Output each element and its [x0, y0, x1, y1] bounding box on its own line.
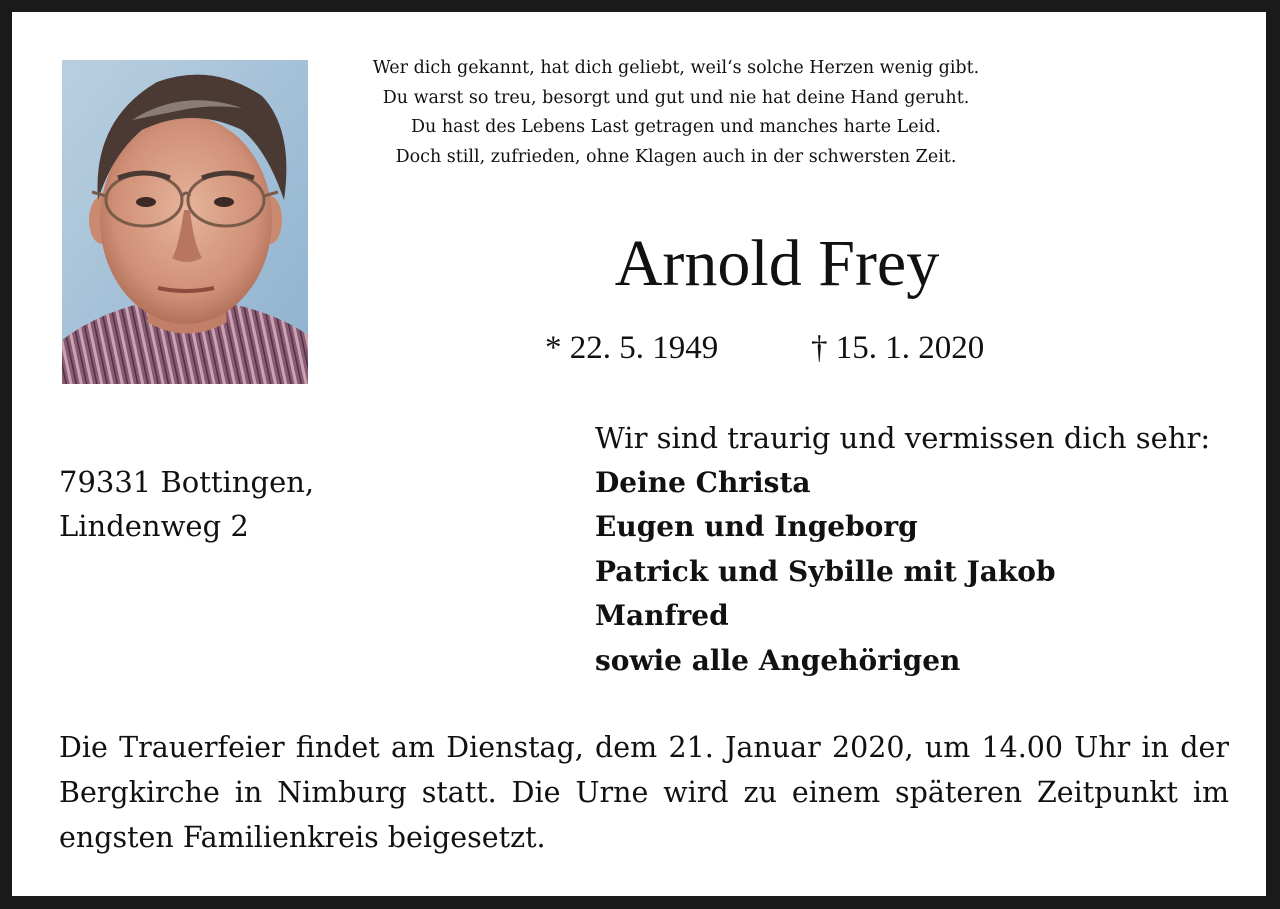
- mourner-name: sowie alle Angehörigen: [595, 643, 961, 677]
- mourners-block: [595, 416, 1210, 683]
- address-block: [59, 460, 314, 548]
- birth-date: * 22. 5. 1949: [545, 330, 719, 366]
- funeral-line: Die Trauerfeier findet am Dienstag, dem 21. Januar 2020, um 14.00 Uhr in der: [59, 731, 1229, 764]
- death-date: † 15. 1. 2020: [811, 330, 985, 366]
- poem-line: Du hast des Lebens Last getragen und manches harte Leid.: [411, 117, 941, 137]
- funeral-line: Bergkirche in Nimburg statt. Die Urne wird zu einem späteren Zeitpunkt im: [59, 776, 1229, 809]
- portrait-photo: [62, 60, 308, 384]
- address-line: 79331 Bottingen,: [59, 465, 315, 499]
- obituary-card: [12, 12, 1266, 896]
- poem-line: Wer dich gekannt, hat dich geliebt, weil‘s solche Herzen wenig gibt.: [372, 58, 980, 78]
- mourner-name: Deine Christa: [595, 465, 811, 499]
- memorial-poem: [312, 54, 1040, 172]
- funeral-line: engsten Familienkreis beigesetzt.: [59, 821, 546, 854]
- mourner-name: Patrick und Sybille mit Jakob: [595, 554, 1056, 588]
- poem-line: Du warst so treu, besorgt und gut und nie hat deine Hand geruht.: [382, 87, 970, 108]
- deceased-name: Arnold Frey: [614, 227, 940, 300]
- mourner-name: Eugen und Ingeborg: [595, 510, 918, 543]
- address-line: Lindenweg 2: [59, 509, 249, 543]
- funeral-notice: [59, 725, 1229, 860]
- mourner-name: Manfred: [595, 599, 729, 632]
- mourners-intro: Wir sind traurig und vermissen dich sehr:: [595, 421, 1211, 455]
- poem-line: Doch still, zufrieden, ohne Klagen auch in der schwersten Zeit.: [395, 146, 957, 167]
